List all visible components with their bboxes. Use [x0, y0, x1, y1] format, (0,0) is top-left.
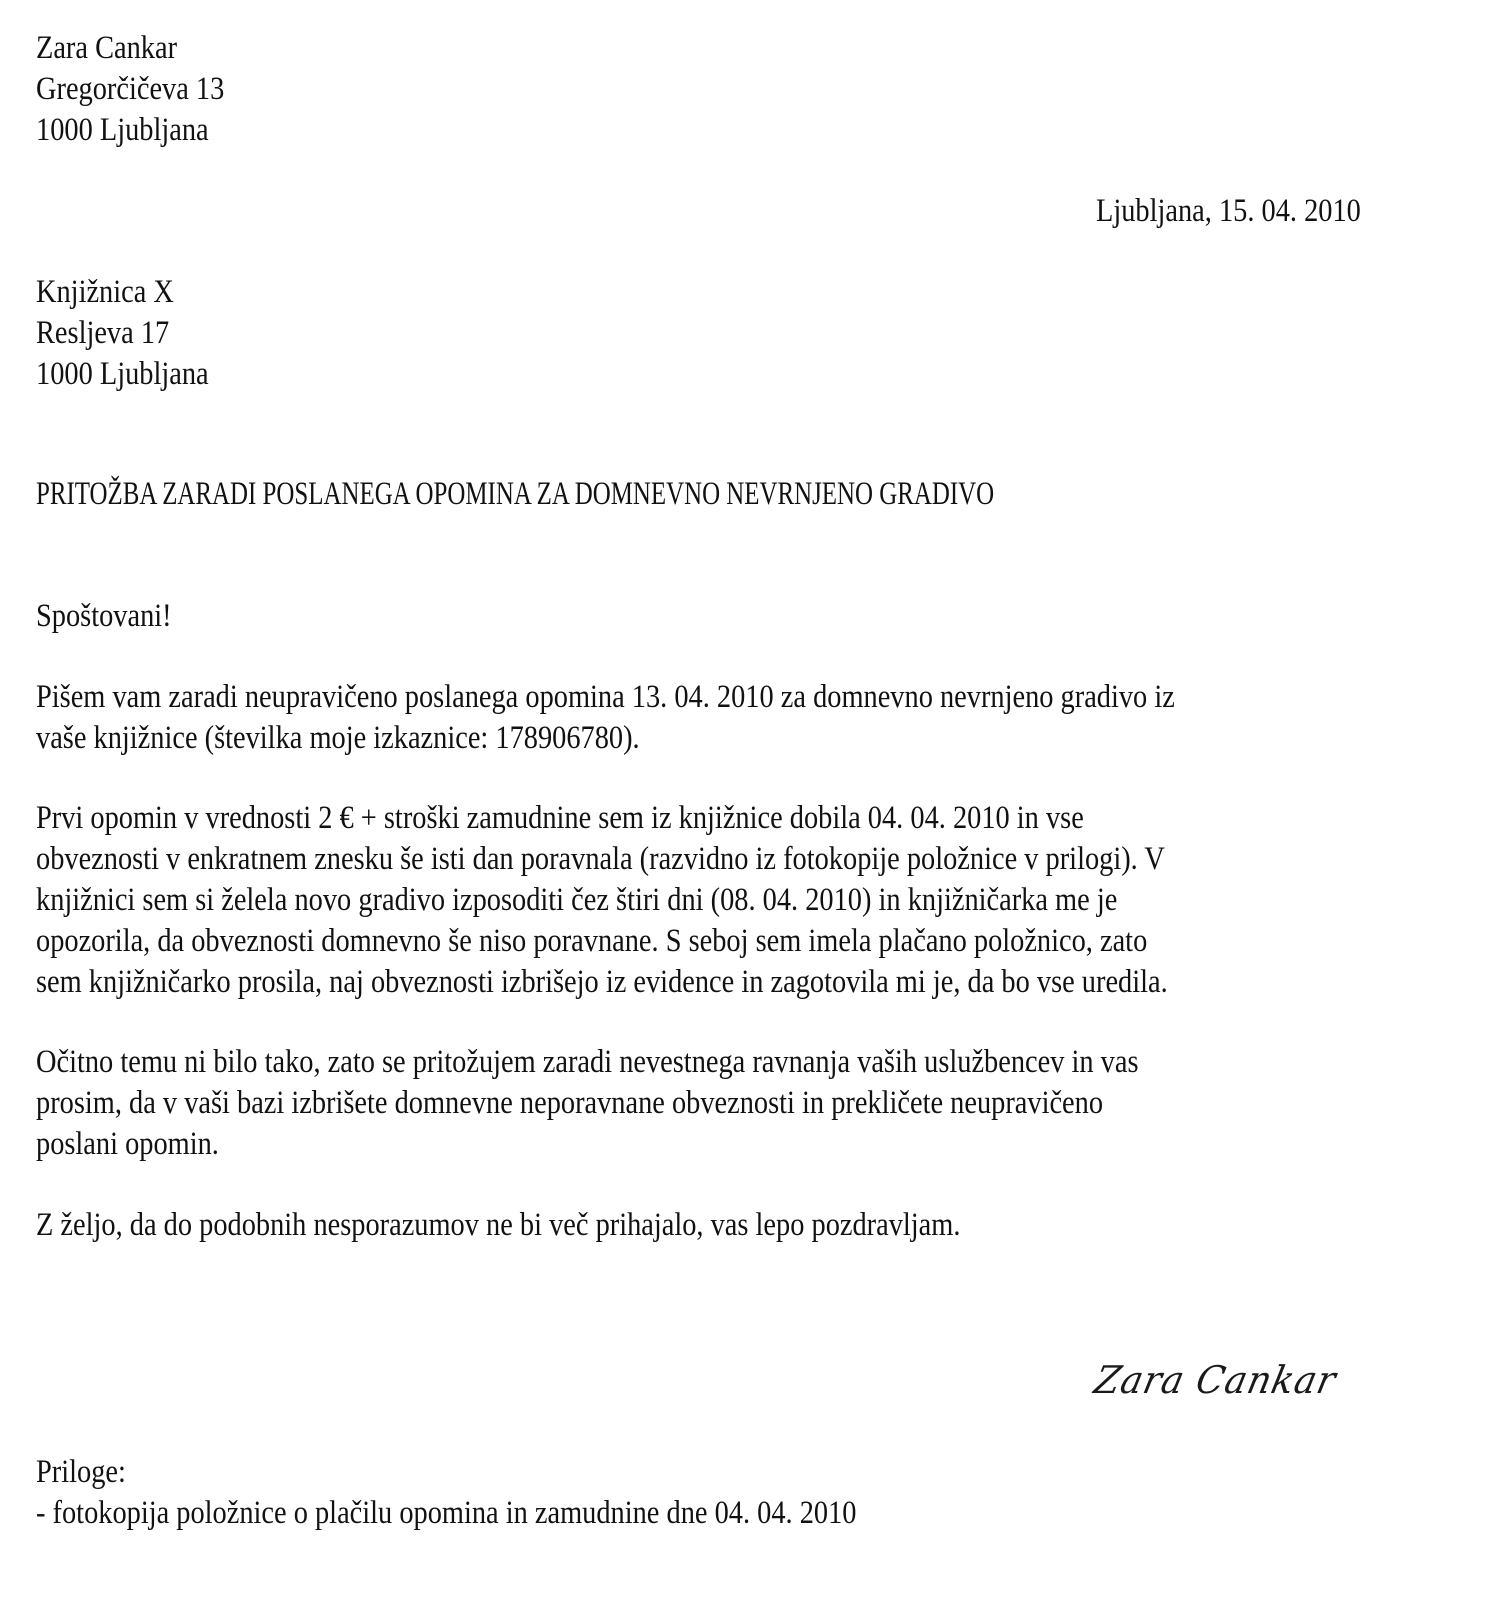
- recipient-name: Knjižnica X: [36, 274, 174, 310]
- paragraph-line: opozorila, da obveznosti domnevno še niso poravnane. S seboj sem imela plačano položnico, zato: [36, 923, 1148, 959]
- paragraph-line: vaše knjižnice (številka moje izkaznice: 178906780).: [36, 720, 640, 756]
- recipient-street: Resljeva 17: [36, 315, 170, 351]
- paragraph-line: sem knjižničarko prosila, naj obveznosti izbrišejo iz evidence in zagotovila mi je, da bo vse uredila.: [36, 964, 1168, 1000]
- sender-street: Gregorčičeva 13: [36, 71, 225, 107]
- place-date: Ljubljana, 15. 04. 2010: [1096, 193, 1361, 229]
- paragraph-line: prosim, da v vaši bazi izbrišete domnevne neporavnane obveznosti in prekličete neupravičeno: [36, 1085, 1104, 1121]
- paragraph-line: Pišem vam zaradi neupravičeno poslanega opomina 13. 04. 2010 za domnevno nevrnjeno gradivo iz: [36, 679, 1175, 715]
- paragraph-line: poslani opomin.: [36, 1126, 219, 1162]
- sender-city: 1000 Ljubljana: [36, 112, 209, 148]
- subject-line: PRITOŽBA ZARADI POSLANEGA OPOMINA ZA DOMNEVNO NEVRNJENO GRADIVO: [36, 476, 995, 512]
- attachment-item: - fotokopija položnice o plačilu opomina in zamudnine dne 04. 04. 2010: [36, 1495, 857, 1531]
- attachments-label: Priloge:: [36, 1454, 126, 1490]
- signature: Zara Cankar: [1090, 1358, 1341, 1402]
- salutation: Spoštovani!: [36, 598, 172, 634]
- closing-line: Z željo, da do podobnih nesporazumov ne bi več prihajalo, vas lepo pozdravljam.: [36, 1207, 961, 1243]
- paragraph-line: Prvi opomin v vrednosti 2 € + stroški zamudnine sem iz knjižnice dobila 04. 04. 2010 in vse: [36, 800, 1084, 836]
- paragraph-line: knjižnici sem si želela novo gradivo izposoditi čez štiri dni (08. 04. 2010) in knjižničarka me je: [36, 882, 1118, 918]
- recipient-city: 1000 Ljubljana: [36, 356, 209, 392]
- paragraph-line: Očitno temu ni bilo tako, zato se pritožujem zaradi nevestnega ravnanja vaših uslužbencev in vas: [36, 1044, 1139, 1080]
- paragraph-line: obveznosti v enkratnem znesku še isti dan poravnala (razvidno iz fotokopije položnice v prilogi). V: [36, 841, 1165, 877]
- sender-name: Zara Cankar: [36, 30, 178, 66]
